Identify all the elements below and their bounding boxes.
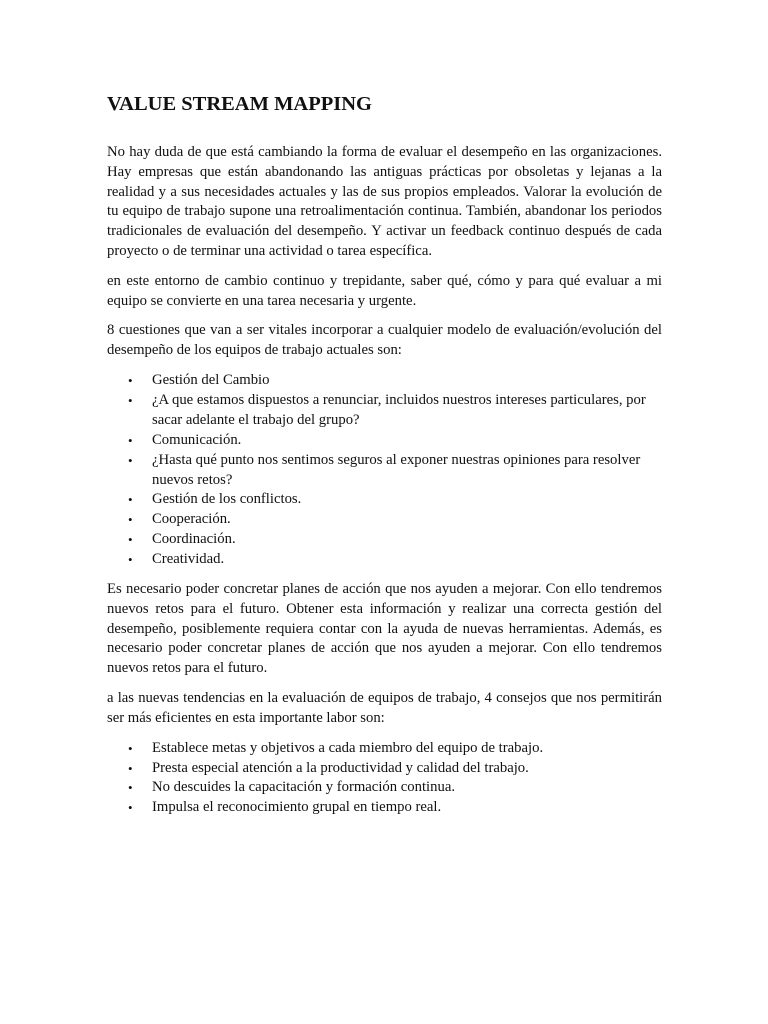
bullet-icon: • (128, 492, 133, 508)
list-item-text: Cooperación. (152, 511, 231, 528)
list-item (128, 550, 662, 570)
list-item-text: Presta especial atención a la productividad y calidad del trabajo. (152, 759, 529, 776)
bullet-icon: • (128, 392, 133, 408)
list-item (128, 739, 662, 759)
bullet-icon: • (128, 800, 133, 816)
list-item (128, 391, 662, 431)
bullet-icon: • (128, 432, 133, 448)
bullet-list-tips (107, 739, 662, 819)
list-item-text: Impulsa el reconocimiento grupal en tiempo real. (152, 799, 442, 816)
bullet-icon: • (128, 452, 133, 468)
bullet-icon: • (128, 512, 133, 528)
list-item (128, 798, 662, 818)
document-page (107, 92, 662, 828)
list-item (128, 510, 662, 530)
paragraph-intro: No hay duda de que está cambiando la forma de evaluar el desempeño en las organizaciones. Hay empresas que están abandonando las antiguas prácticas por obsoletas y lejanas a la realidad y a sus necesidades actuales y las de sus propios empleados. Valorar la evolución de tu equipo de trabajo supone una retroalimentación continua. También, abandonar los periodos tradicionales de evaluación del desempeño. Y activar un feedback continuo después de cada proyecto o de terminar una actividad o tarea específica. (107, 144, 662, 259)
bullet-icon: • (128, 740, 133, 756)
paragraph-action-plans: Es necesario poder concretar planes de acción que nos ayuden a mejorar. Con ello tendremos nuevos retos para el futuro. Obtener esta información y realizar una correcta gestión del desempeño, posiblemente requiera contar con la ayuda de nuevas herramientas. Además, es necesario poder concretar planes de acción que nos ayuden a mejorar. Con ello tendremos nuevos retos para el futuro. (107, 581, 662, 677)
bullet-icon: • (128, 372, 133, 388)
bullet-list-questions (107, 371, 662, 570)
list-item-text: Coordinación. (152, 531, 236, 548)
list-item (128, 530, 662, 550)
bullet-icon: • (128, 552, 133, 568)
list-item-text: ¿A que estamos dispuestos a renunciar, incluidos nuestros intereses particulares, por sacar adelante el trabajo del grupo? (152, 391, 646, 428)
list-item-text: Gestión de los conflictos. (152, 491, 302, 508)
paragraph-list1-intro: 8 cuestiones que van a ser vitales incorporar a cualquier modelo de evaluación/evolución del desempeño de los equipos de trabajo actuales son: (107, 322, 662, 359)
list-item-text: Establece metas y objetivos a cada miembro del equipo de trabajo. (152, 739, 544, 756)
document-title: VALUE STREAM MAPPING (107, 93, 372, 115)
list-item (128, 371, 662, 391)
list-item (128, 759, 662, 779)
bullet-icon: • (128, 780, 133, 796)
list-item-text: No descuides la capacitación y formación continua. (152, 779, 456, 796)
bullet-icon: • (128, 760, 133, 776)
list-item-text: Gestión del Cambio (152, 371, 270, 388)
list-item (128, 490, 662, 510)
list-item-text: Creatividad. (152, 551, 225, 568)
list-item-text: ¿Hasta qué punto nos sentimos seguros al exponer nuestras opiniones para resolver nuevos retos? (152, 451, 641, 488)
list-item (128, 431, 662, 451)
paragraph-context: en este entorno de cambio continuo y trepidante, saber qué, cómo y para qué evaluar a mi equipo se convierte en una tarea necesaria y urgente. (107, 272, 662, 309)
bullet-icon: • (128, 532, 133, 548)
list-item (128, 451, 662, 491)
list-item-text: Comunicación. (152, 431, 242, 448)
list-item (128, 778, 662, 798)
paragraph-list2-intro: a las nuevas tendencias en la evaluación de equipos de trabajo, 4 consejos que nos permitirán ser más eficientes en esta importante labor son: (107, 690, 662, 726)
